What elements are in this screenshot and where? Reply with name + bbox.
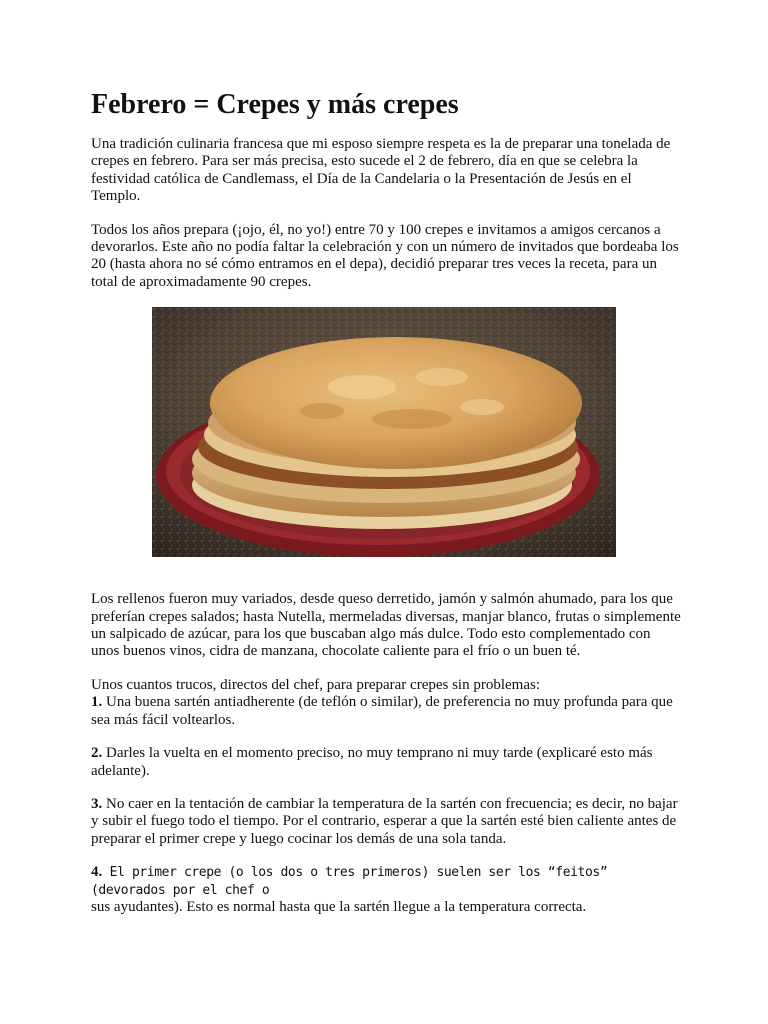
- document-page: [91, 88, 681, 932]
- tip-text: Darles la vuelta en el momento preciso, no muy temprano ni muy tarde (explicaré esto más adelante).: [91, 745, 653, 779]
- tip-text: Una buena sartén antiadherente (de teflón o similar), de preferencia no muy profunda para que sea más fácil voltearlos.: [91, 694, 673, 728]
- tip-text-alt-font: El primer crepe (o los dos o tres primeros) suelen ser los “feitos” (devorados por el chef o: [91, 865, 608, 898]
- crepes-photo: [152, 307, 616, 557]
- tip-number: 2.: [91, 745, 103, 762]
- tip-item: [91, 796, 681, 848]
- tip-number: 3.: [91, 795, 103, 812]
- page-title: Febrero = Crepes y más crepes: [91, 89, 459, 120]
- tips-list: [91, 677, 681, 729]
- tip-item: [91, 745, 681, 780]
- tip-item: [91, 864, 681, 916]
- tip-number: 1.: [91, 694, 103, 711]
- paragraph-intro: Una tradición culinaria francesa que mi esposo siempre respeta es la de preparar una tonelada de crepes en febrero. Para ser más precisa, esto sucede el 2 de febrero, día en que se celebra la festividad católica de Candlemass, el Día de la Candelaria o la Presentación de Jesús en el Templo.: [91, 136, 671, 205]
- tip-text: sus ayudantes). Esto es normal hasta que la sartén llegue a la temperatura correcta.: [91, 898, 587, 915]
- paragraph-fillings: Los rellenos fueron muy variados, desde queso derretido, jamón y salmón ahumado, para los que preferían crepes salados; hasta Nutella, mermeladas diversas, manjar blanco, frutas o simplemente un salpicado de azúcar, para los que buscaban algo más dulce. Todo esto complementado con unos buenos vinos, cidra de manzana, chocolate caliente para el frío o un buen té.: [91, 591, 681, 660]
- paragraph-celebration: Todos los años prepara (¡ojo, él, no yo!) entre 70 y 100 crepes e invitamos a amigos cercanos a devorarlos. Este año no podía faltar la celebración y con un número de invitados que bordeaba los 20 (hasta ahora no sé cómo entramos en el depa), decidió preparar tres veces la receta, para un total de aproximadamente 90 crepes.: [91, 221, 679, 290]
- tips-intro: Unos cuantos trucos, directos del chef, para preparar crepes sin problemas:: [91, 676, 540, 693]
- tip-number: 4.: [91, 864, 103, 881]
- tip-text: No caer en la tentación de cambiar la temperatura de la sartén con frecuencia; es decir, no bajar y subir el fuego todo el tiempo. Por el contrario, esperar a que la sartén esté bien caliente antes de preparar el primer crepe y luego cocinar los demás de una sola tanda.: [91, 795, 678, 847]
